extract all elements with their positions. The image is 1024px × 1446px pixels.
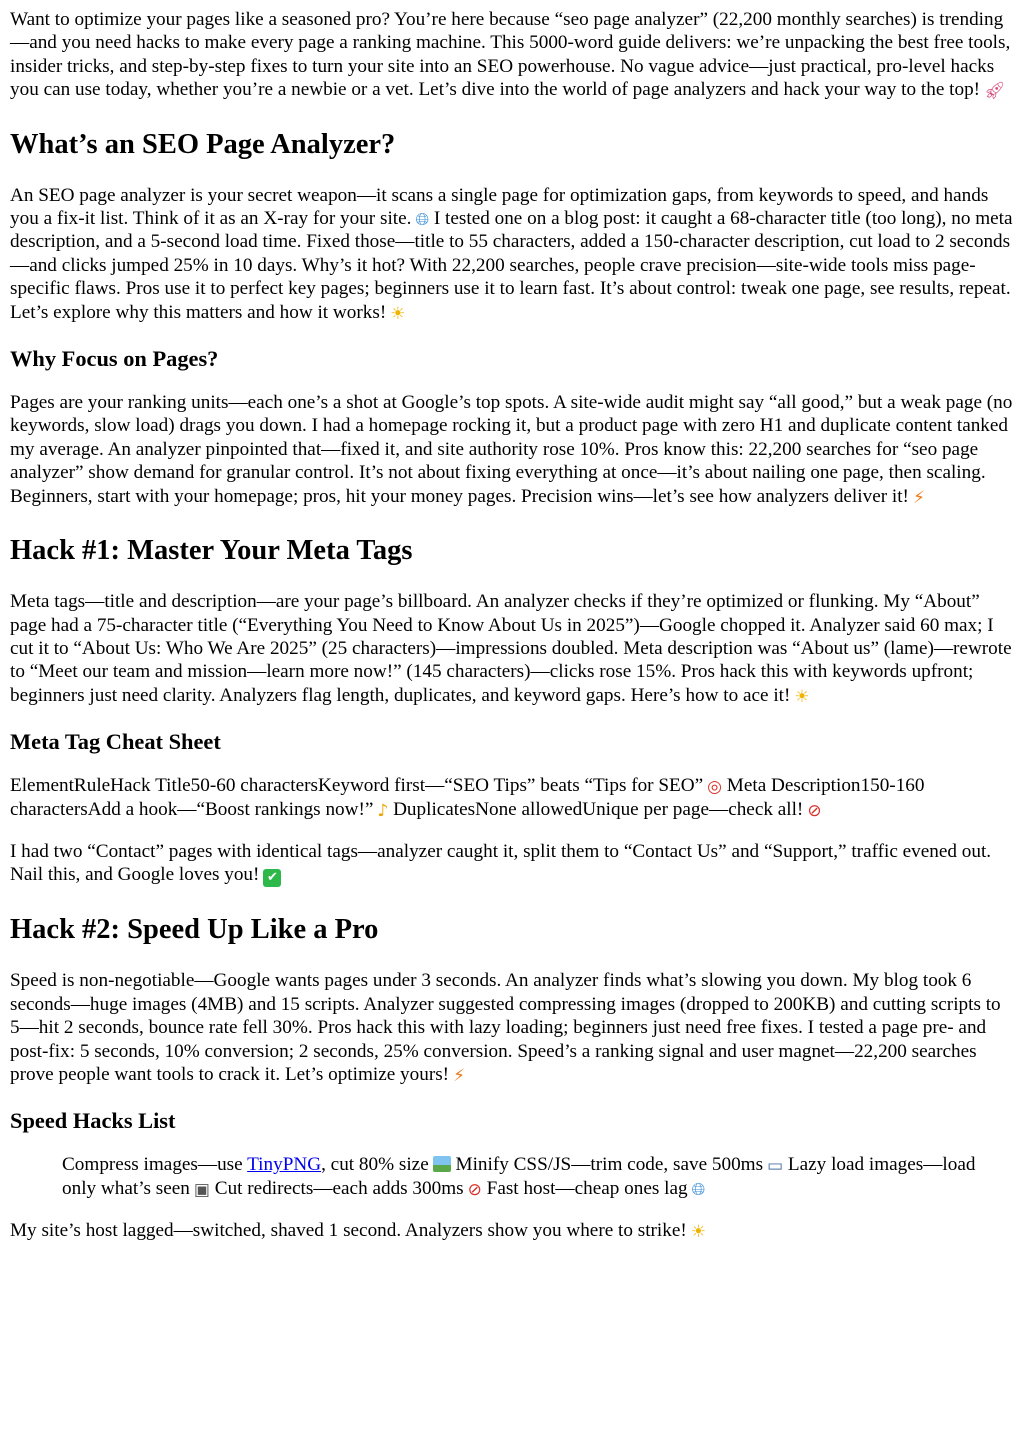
contact-pages-text: I had two “Contact” pages with identical tags—analyzer caught it, split them to “Contact Us” and “Support,” traffic evened out. Nail this, and Google loves you! (10, 840, 992, 886)
sun-icon: ☀︎ (794, 686, 810, 707)
what-text-a: An SEO page analyzer is your secret weapon—it scans a single page for optimization gaps, from keywords to speed, and hands you a fix-it list. Think of it as an X-ray for your site. (10, 184, 989, 230)
bell-icon: ♪ (377, 800, 389, 821)
heading-meta-cheat-sheet: Meta Tag Cheat Sheet (10, 729, 221, 755)
rocket-icon: 🚀︎ (984, 81, 1006, 102)
heading-speed-hacks-list: Speed Hacks List (10, 1108, 176, 1134)
list-item-lazy-load: Lazy load images—load only what’s seen (62, 1154, 976, 1199)
cheat-sheet-title-row: ElementRuleHack Title50-60 charactersKeyword first—“SEO Tips” beats “Tips for SEO” (10, 775, 704, 797)
prohibited-icon: ⊘ (807, 800, 822, 821)
target-icon: ◎ (707, 777, 722, 798)
heading-what-is-analyzer: What’s an SEO Page Analyzer? (10, 128, 396, 160)
list-item-compress-tail: , cut 80% size (321, 1154, 429, 1176)
picture-icon (433, 1156, 451, 1172)
why-pages-paragraph (10, 391, 1014, 508)
globe-icon: 🌐︎ (415, 210, 430, 231)
why-pages-text: Pages are your ranking units—each one’s a shot at Google’s top spots. A site-wide audit might say “all good,” but a weak page (no keywords, slow load) drags you down. I had a homepage rocking it, but a product page with zero H1 and duplicate content tanked my average. An analyzer pinpointed that—fixed it, and site authority rose 10%. Pros know this: 22,200 searches for “seo page analyzer” show demand for granular control. It’s not about fixing everything at once—it’s about nailing one page, then scaling. Beginners, start with your homepage; pros, hit your money pages. Precision wins—let’s see how analyzers deliver it! (10, 392, 1013, 507)
speed-hacks-list (10, 1153, 1014, 1200)
heading-why-pages: Why Focus on Pages? (10, 346, 219, 372)
sun-icon: ☀︎ (690, 1222, 707, 1243)
cheat-sheet-paragraph (10, 774, 1014, 821)
laptop-icon: ▭ (767, 1156, 784, 1177)
intro-text: Want to optimize your pages like a seasoned pro? You’re here because “seo page analyzer” (22,200 monthly searches) is trending—and you need hacks to make every page a ranking machine. This 5000-word guide delivers: we’re unpacking the best free tools, insider tricks, and step-by-step fixes to turn your site into an SEO powerhouse. No vague advice—just practical, pro-level hacks you can use today, whether you’re a newbie or a vet. Let’s dive into the world of page analyzers and hack your way to the top! (10, 9, 1011, 101)
cheat-sheet-description-row: Meta Description150-160 charactersAdd a hook—“Boost rankings now!” (10, 775, 925, 820)
lightning-icon: ⚡︎ (912, 487, 925, 508)
heading-hack-2: Hack #2: Speed Up Like a Pro (10, 914, 379, 946)
host-paragraph (10, 1219, 1014, 1242)
hack2-text: Speed is non-negotiable—Google wants pages under 3 seconds. An analyzer finds what’s slowing you down. My blog took 6 seconds—huge images (4MB) and 15 scripts. Analyzer suggested compressing images (dropped to 200KB) and cutting scripts to 5—hit 2 seconds, bounce rate fell 30%. Pros hack this with lazy loading; beginners just need free fixes. I tested a page pre- and post-fix: 5 seconds, 10% conversion; 2 seconds, 25% conversion. Speed’s a ranking signal and user magnet—22,200 searches prove people want tools to crack it. Let’s optimize yours! (10, 970, 1001, 1085)
lightning-icon: ⚡︎ (453, 1065, 466, 1086)
what-text-b: I tested one on a blog post: it caught a 68-character title (too long), no meta description, and a 5-second load time. Fixed those—title to 55 characters, added a 150-character description, cut load to 2 seconds—and clicks jumped 25% in 10 days. Why’s it hot? With 22,200 searches, people crave precision—site-wide tools miss page-specific flaws. Pros use it to perfect key pages; beginners use it to learn fast. It’s about control: tweak one page, see results, repeat. Let’s explore why this matters and how it works! (10, 208, 1013, 323)
list-item-compress: Compress images—use (62, 1154, 243, 1176)
list-item-redirects: Cut redirects—each adds 300ms (214, 1177, 464, 1199)
globe-icon: 🌐︎ (691, 1179, 706, 1200)
intro-paragraph (10, 8, 1014, 102)
camera-icon: ▣ (193, 1179, 210, 1200)
prohibited-icon: ⊘ (467, 1179, 482, 1200)
host-text: My site’s host lagged—switched, shaved 1 second. Analyzers show you where to strike! (10, 1220, 687, 1242)
hack1-text: Meta tags—title and description—are your page’s billboard. An analyzer checks if they’re optimized or flunking. My “About” page had a 75-character title (“Everything You Need to Know About Us in 2025”)—Google chopped it. Analyzer said 60 max; I cut it to “About Us: Who We Are 2025” (25 characters)—impressions doubled. Meta description was “About us” (lame)—rewrote to “Meet our team and mission—learn more now!” (145 characters)—clicks rose 15%. Pros hack this with keywords upfront; beginners just need clarity. Analyzers flag length, duplicates, and keyword gaps. Here’s how to ace it! (10, 591, 1012, 706)
sun-icon: ☀︎ (390, 303, 406, 324)
list-item-minify: Minify CSS/JS—trim code, save 500ms (455, 1154, 764, 1176)
what-paragraph (10, 184, 1014, 324)
cheat-sheet-duplicates-row: DuplicatesNone allowedUnique per page—check all! (393, 798, 804, 820)
hack1-paragraph (10, 590, 1014, 707)
hack2-paragraph (10, 969, 1014, 1086)
list-item-fast-host: Fast host—cheap ones lag (486, 1177, 688, 1199)
tinypng-link[interactable]: TinyPNG (247, 1154, 322, 1176)
contact-pages-paragraph (10, 840, 1014, 887)
heading-hack-1: Hack #1: Master Your Meta Tags (10, 535, 413, 567)
check-mark-icon: ✔ (263, 869, 281, 887)
